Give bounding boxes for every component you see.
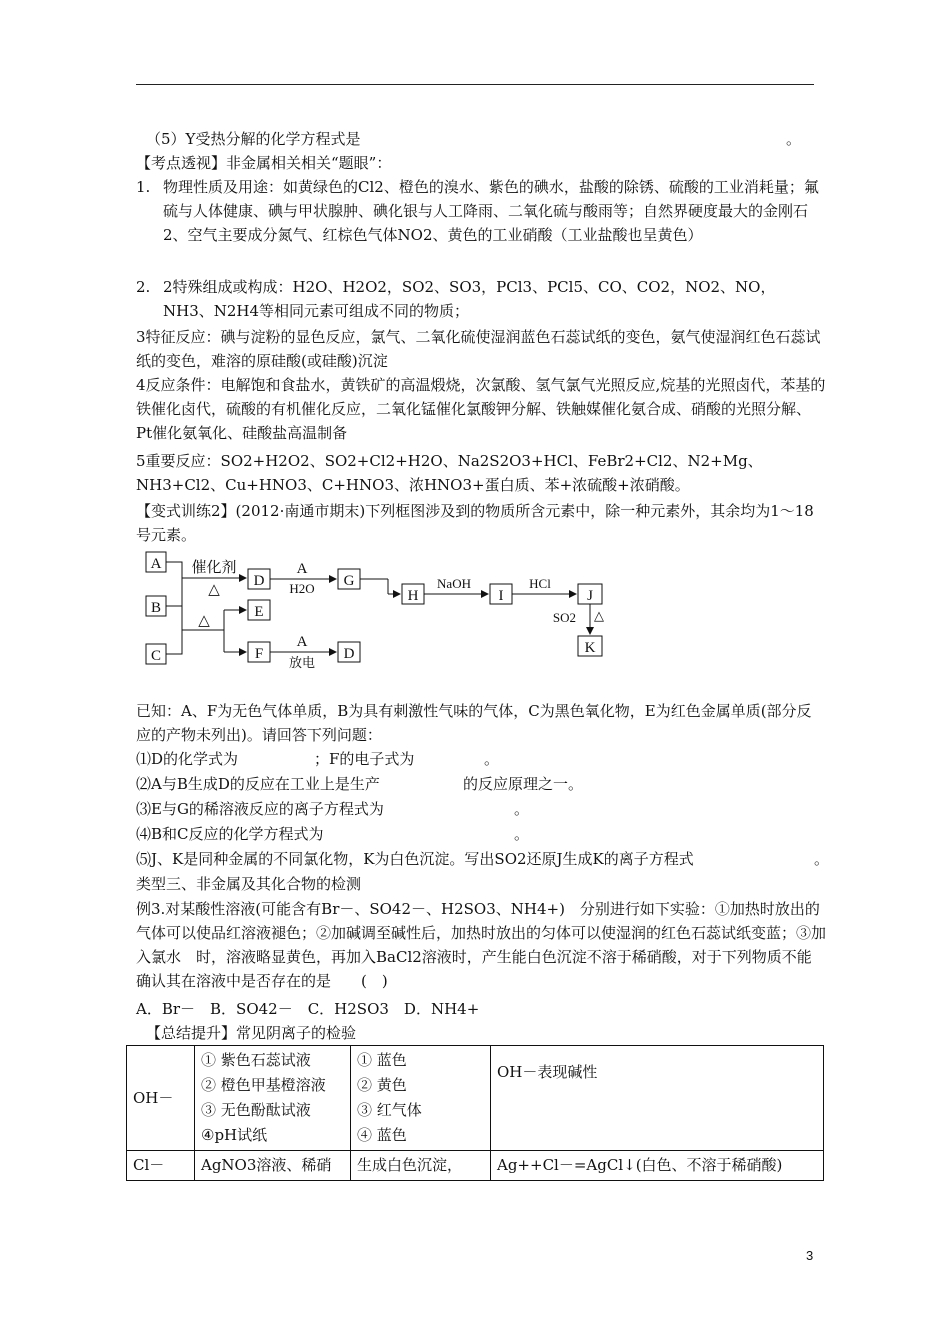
so2-label: SO2 [552,610,576,625]
box-k-label: K [584,640,596,656]
reagent-item: ④pH试纸 [201,1126,268,1144]
hcl-label: HCl [529,576,551,591]
point-number: 1. [136,178,151,196]
question-1-end: 。 [484,750,500,768]
question-1 [136,747,500,771]
water-label: H2O [289,581,315,596]
box-b-label: B [150,600,162,616]
ion-cell: Cl－ [127,1151,195,1181]
reaction-conditions: 4反应条件：电解饱和食盐水，黄铁矿的高温煅烧，次氯酸、氢气氯气光照反应,烷基的光照卤代，苯基的铁催化卤代，硫酸的有机催化反应，二氧化锰催化氯酸钾分解、铁触媒催化氨合成、硝酸的光照分解、Pt催化氨氧化、硅酸盐高温制备 [136,376,826,442]
question-5-line [136,127,802,151]
variant-training-2: 【变式训练2】(2012·南通市期末)下列框图涉及到的物质所含元素中，除一种元素外，其余均为1～18号元素。 [136,502,814,544]
table-row [127,1046,824,1151]
page-number: 3 [806,1248,814,1263]
reagent-item: ① 紫色石蕊试液 [201,1051,311,1069]
point-text: 2特殊组成或构成：H2O、H2O2，SO2、SO3，PCl3、PCl5、CO、CO2，NO2、NO，NH3、N2H4等相同元素可组成不同的物质； [163,278,776,320]
question-2 [136,772,584,796]
point-item-1 [136,175,826,247]
point-number: 2. [136,278,151,296]
question-3-end: 。 [514,800,530,818]
example-3: 例3.对某酸性溶液(可能含有Br－、SO42－、H2SO3、NH4+) 分别进行如下实验：①加热时放出的气体可以使品红溶液褪色；②加碱调至碱性后，加热时放出的匀体可以使湿润的红色石蕊试纸变蓝；③加入氯水 时，溶液略显黄色，再加入BaCl2溶液时，产生能白色沉淀不溶于稀硝酸，对于下列物质不能确认其在溶液中是否存在的是 ( ) [136,900,827,990]
question-4 [136,822,530,846]
reagent-a-label-2: A [296,634,308,650]
question-5-text: （5）Y受热分解的化学方程式是 [146,130,361,148]
discharge-label: 放电 [288,655,316,670]
feature-reactions: 3特征反应：碘与淀粉的显色反应，氯气、二氧化硫使湿润蓝色石蕊试纸的变色，氨气使湿润红色石蕊试纸的变色，难溶的原硅酸(或硅酸)沉淀 [136,328,821,370]
question-5b-text: ⑸J、K是同种金属的不同氯化物，K为白色沉淀。写出SO2还原J生成K的离子方程式 [136,850,694,868]
phenomenon-item: ④ 蓝色 [357,1126,407,1144]
box-g-label: G [343,573,355,589]
naoh-label: NaOH [437,576,471,591]
box-d-label: D [253,573,265,589]
kaodian-title: 【考点透视】非金属相关相关“题眼”： [136,154,392,172]
note-cell: OH－表现碱性 [491,1046,824,1151]
bracket-a-b [166,562,182,606]
delta-label-2: △ [198,613,210,629]
question-1-mid: ；F的电子式为 [314,750,415,768]
question-5b-end: 。 [814,850,830,868]
phenomenon-cell: 生成白色沉淀， [351,1151,491,1181]
box-h-label: H [407,588,419,604]
question-1-text: ⑴D的化学式为 [136,750,239,768]
anion-test-table [126,1045,824,1181]
question-5-end: 。 [786,130,802,148]
reagent-a-label: A [296,561,308,577]
bracket-b-c [166,606,182,654]
delta-label-3: △ [594,608,604,623]
reagent-item: ③ 无色酚酞试液 [201,1101,311,1119]
summary-heading: 【总结提升】常见阴离子的检验 [146,1024,357,1042]
reagent-cell: AgNO3溶液、稀硝 [195,1151,351,1181]
box-c-label: C [150,648,162,664]
question-4-end: 。 [514,825,530,843]
answer-options: A．Br－ B．SO42－ C．H2SO3 D．NH4+ [136,1000,480,1018]
box-j-label: J [587,588,593,604]
question-2-end: 的反应原理之一。 [463,775,584,793]
question-4-text: ⑷B和C反应的化学方程式为 [136,825,324,843]
important-reactions: 5重要反应：SO2+H2O2、SO2+Cl2+H2O、Na2S2O3+HCl、FeBr2+Cl2、N2+Mg、NH3+Cl2、Cu+HNO3、C+HNO3、浓HNO3+蛋白质、苯+浓硫酸+浓硝酸。 [136,452,763,494]
reaction-diagram [136,548,616,673]
box-f-label: F [254,646,264,662]
reagent-cell [195,1046,351,1151]
question-2-text: ⑵A与B生成D的反应在工业上是生产 [136,775,380,793]
known-info: 已知：A、F为无色气体单质，B为具有刺激性气味的气体，C为黑色氧化物，E为红色金属单质(部分反应的产物未列出)。请回答下列问题： [136,702,812,744]
phenomenon-item: ③ 红气体 [357,1101,422,1119]
question-3-text: ⑶E与G的稀溶液反应的离子方程式为 [136,800,384,818]
delta-label: △ [208,582,220,598]
box-d-2-label: D [343,646,355,662]
note-cell: Ag++Cl－=AgCl↓(白色、不溶于稀硝酸) [491,1151,824,1181]
phenomenon-item: ① 蓝色 [357,1051,407,1069]
table-row [127,1151,824,1181]
reagent-item: ② 橙色甲基橙溶液 [201,1076,326,1094]
box-e-label: E [254,604,264,620]
header-rule [136,84,814,85]
question-5 [136,847,830,871]
phenomenon-cell [351,1046,491,1151]
question-3 [136,797,530,821]
ion-cell: OH－ [127,1046,195,1151]
point-item-2 [136,275,826,323]
catalyst-label: 催化剂 [191,560,237,576]
phenomenon-item: ② 黄色 [357,1076,407,1094]
box-a-label: A [150,556,162,572]
point-text: 物理性质及用途：如黄绿色的Cl2、橙色的溴水、紫色的碘水，盐酸的除锈、硫酸的工业消耗量；氟硫与人体健康、碘与甲状腺肿、碘化银与人工降雨、二氧化硫与酸雨等；自然界硬度最大的金刚石2、空气主要成分氮气、红棕色气体NO2、黄色的工业硝酸（工业盐酸也呈黄色） [163,178,819,244]
box-i-label: I [498,588,504,604]
type-3-heading: 类型三、非金属及其化合物的检测 [136,875,362,893]
